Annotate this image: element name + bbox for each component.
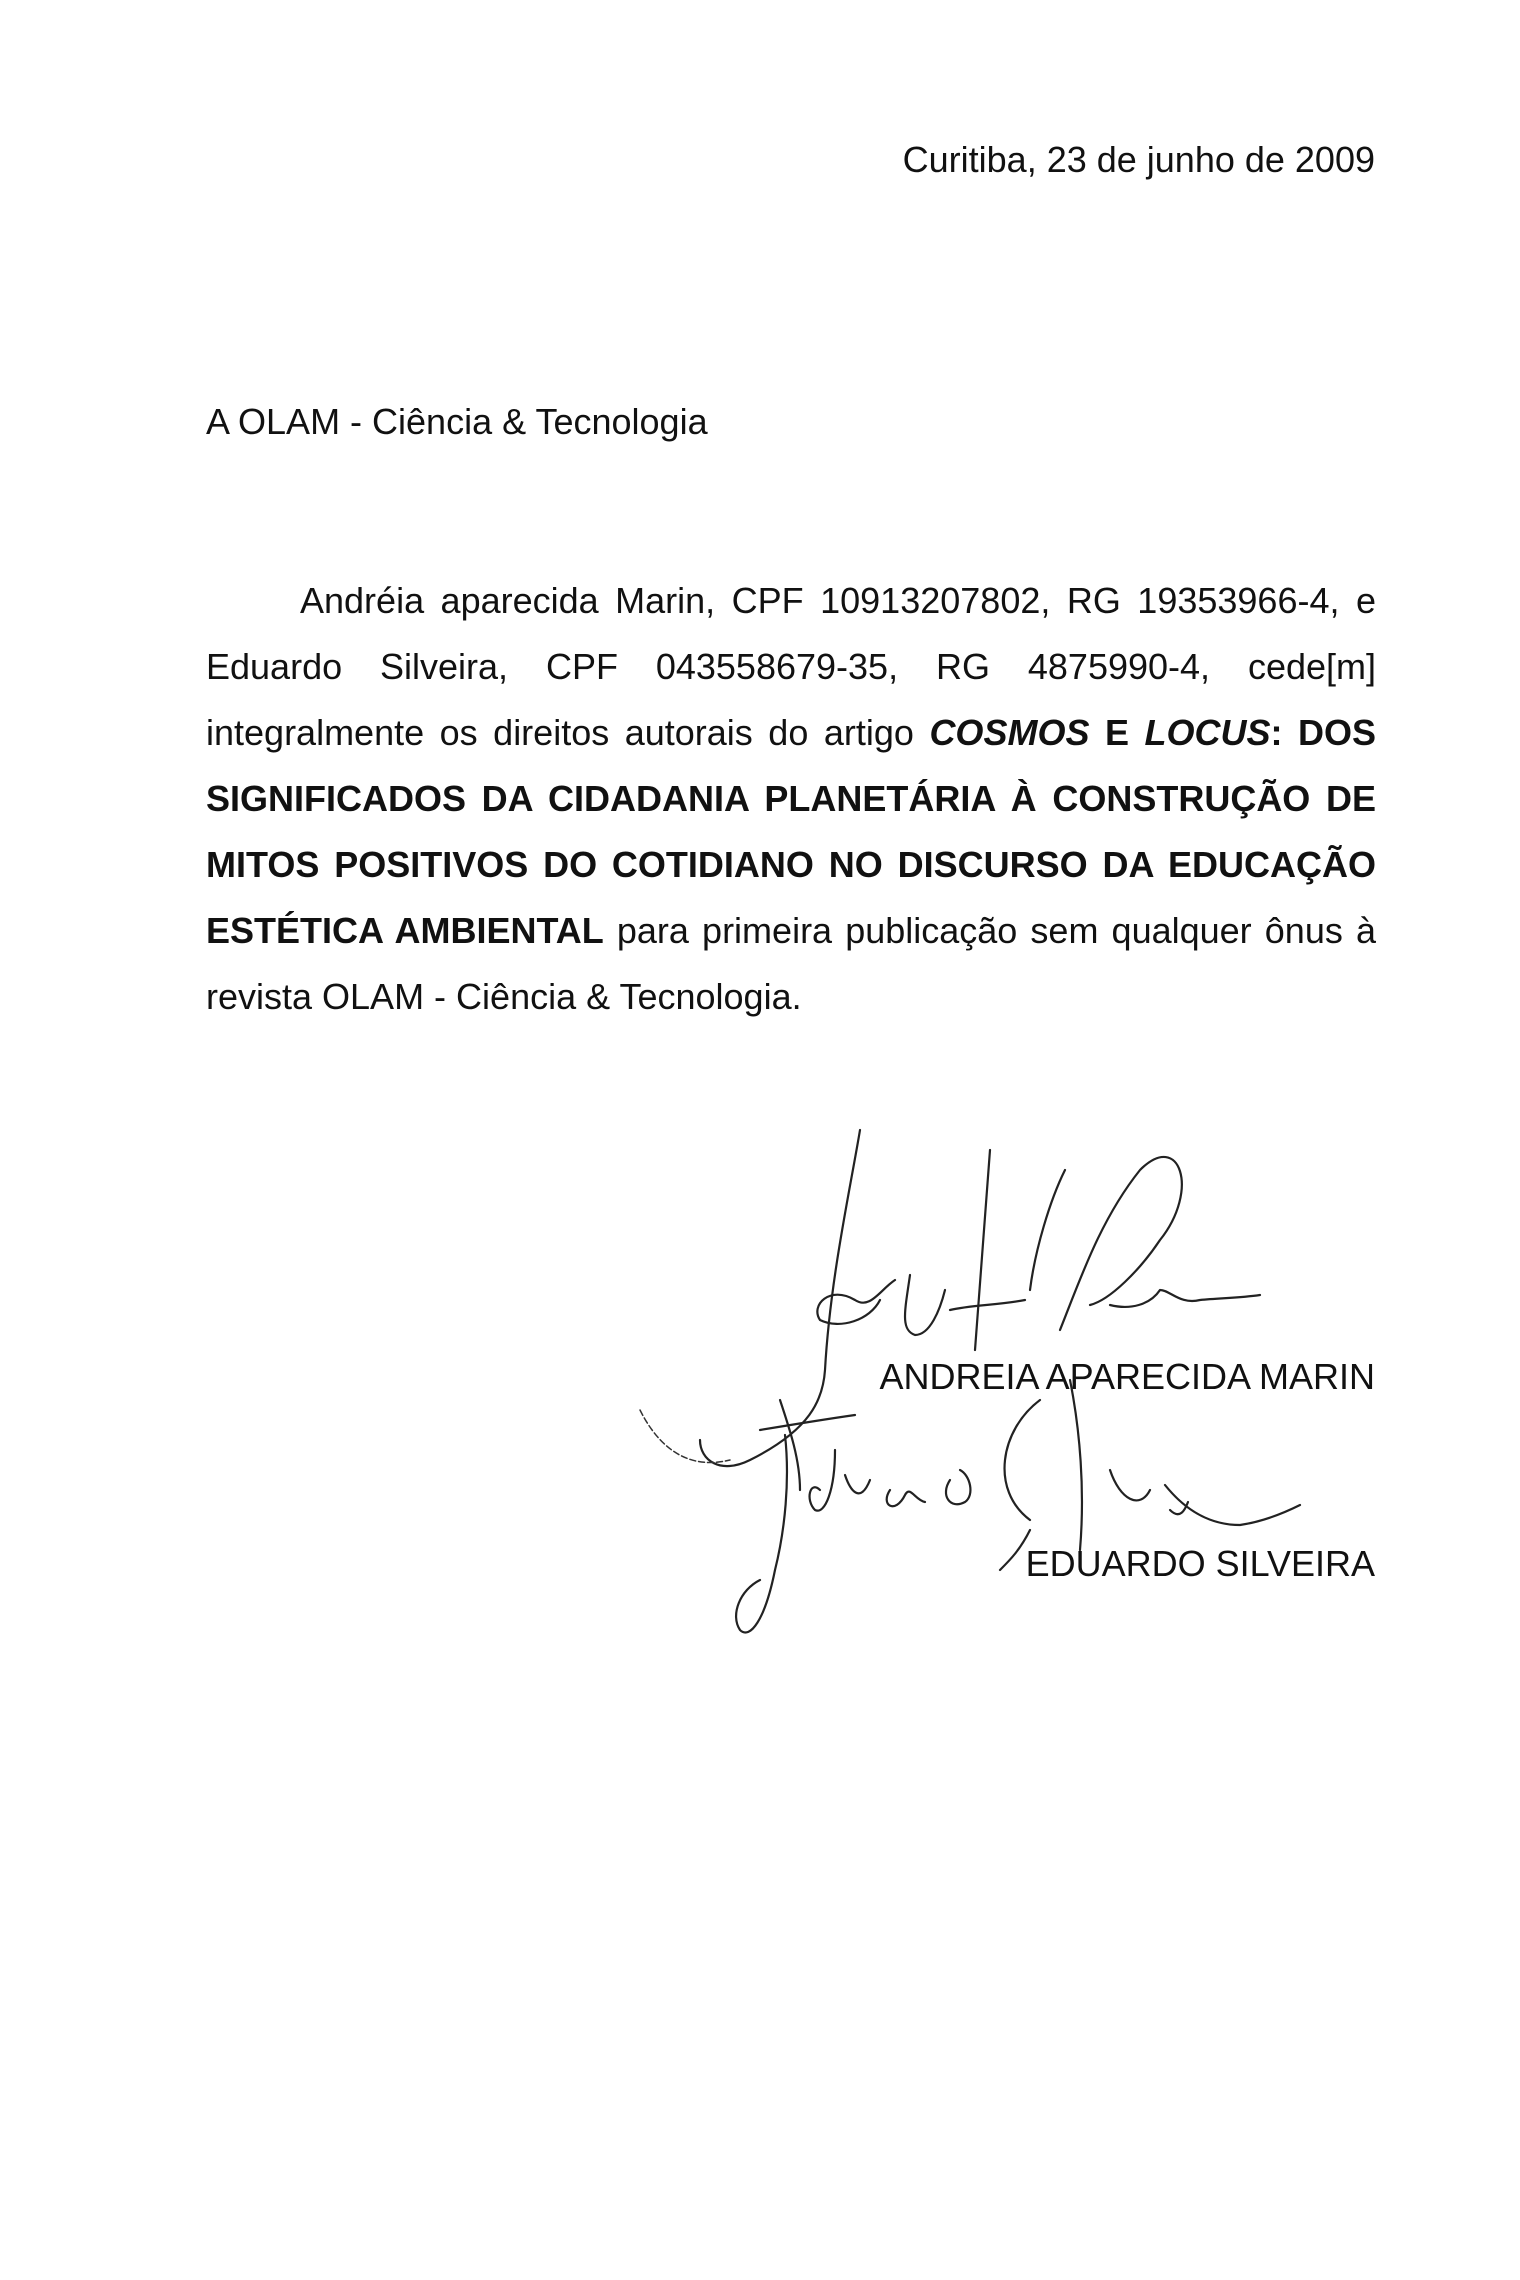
- body-intro: Andréia aparecida Marin, CPF 10913207802, RG 19353966-4, e Eduardo Silveira, CPF 043558679-35, RG 4875990-4, cede[m] integralmente os direitos autorais do artigo: [206, 580, 1376, 753]
- recipient-line: A OLAM - Ciência & Tecnologia: [206, 401, 708, 442]
- body-closing: para primeira publicação sem qualquer ônus à revista OLAM - Ciência & Tecnologia.: [206, 910, 1376, 1017]
- signature-block: [640, 1130, 1520, 1650]
- signer-2-name: EDUARDO SILVEIRA: [1025, 1543, 1375, 1584]
- signer-1-name: ANDREIA APARECIDA MARIN: [879, 1356, 1375, 1397]
- article-title-locus: LOCUS: [1144, 712, 1271, 753]
- date-line: Curitiba, 23 de junho de 2009: [902, 139, 1375, 180]
- letter-body: [206, 568, 1376, 1030]
- article-title-connector: E: [1089, 712, 1145, 753]
- article-title-rest: : DOS SIGNIFICADOS DA CIDADANIA PLANETÁRIA À CONSTRUÇÃO DE MITOS POSITIVOS DO COTIDIANO NO DISCURSO DA EDUCAÇÃO ESTÉTICA AMBIENTAL: [206, 712, 1376, 951]
- article-title-cosmos: COSMOS: [929, 712, 1090, 753]
